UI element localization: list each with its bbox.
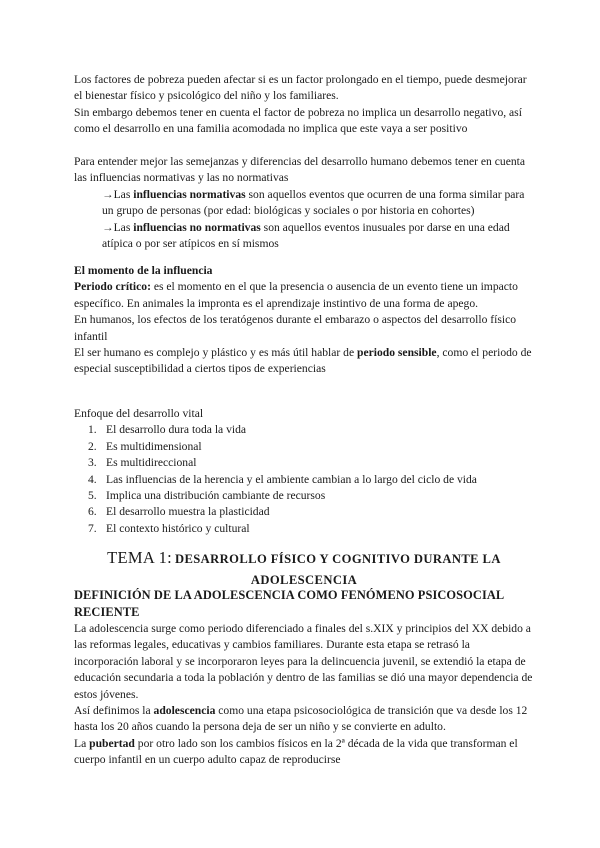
list-number: 6. [88,505,97,519]
chapter-title-line-2: ADOLESCENCIA [250,573,358,587]
list-number: 1. [88,423,97,437]
arrow-prefix: →Las [102,220,134,234]
normative-term: influencias normativas [133,187,246,201]
chapter-title-text: DESARROLLO FÍSICO Y COGNITIVO DURANTE LA [174,552,501,566]
list-item [74,439,534,455]
definition-paragraph-3 [74,736,534,769]
sensitive-period-paragraph [74,345,534,378]
list-text: Las influencias de la herencia y el ambiente cambian a lo largo del ciclo de vida [106,472,477,486]
list-item [74,422,534,438]
definition-section [74,621,534,769]
non-normative-term: influencias no normativas [133,220,261,234]
list-item [74,488,534,504]
influences-section [74,154,534,252]
intro-paragraph-1: Los factores de pobreza pueden afectar si es un factor prolongado en el tiempo, puede desmejorar el bienestar físico y psicológico del niño y los familiares. [74,73,527,103]
normative-influences [74,187,534,220]
moment-heading: El momento de la influencia [74,264,213,277]
non-normative-text: son aquellos eventos inusuales por darse en una edad atípica o por ser atípicos en sí mismos [102,220,510,251]
arrow-prefix: →Las [102,187,134,201]
puberty-post: por otro lado son los cambios físicos en la 2ª década de la vida que transforman el cuerpo infantil en un cuerpo adulto capaz de reproducirse [74,736,518,767]
critical-period-paragraph [74,279,534,312]
list-text: El desarrollo dura toda la vida [106,423,247,437]
list-number: 4. [88,472,97,486]
non-normative-influences [74,220,534,253]
chapter-title [74,547,534,591]
list-number: 5. [88,489,97,503]
lifespan-heading: Enfoque del desarrollo vital [74,407,204,420]
sensitive-pre: El ser humano es complejo y plástico y es más útil hablar de [74,346,358,360]
definition-heading: DEFINICIÓN DE LA ADOLESCENCIA COMO FENÓMENO PSICOSOCIAL RECIENTE [74,588,504,619]
lifespan-section [74,406,534,537]
list-text: Es multidireccional [106,456,197,470]
definition-paragraph-1: La adolescencia surge como periodo diferenciado a finales del s.XIX y principios del XX debido a las reformas legales, educativas y cambios familiares. Durante esta etapa se retrasó la incorporación laboral y se incorporaron leyes para la delincuencia juvenil, se extendió la etapa de educación secundaria a toda la población y dentro de las familias se dió una mayor dependencia de estos jóvenes. [74,622,533,701]
sensitive-post: , como el periodo de especial susceptibilidad a ciertos tipos de experiencias [74,346,532,376]
intro-paragraph-2: Sin embargo debemos tener en cuenta el factor de pobreza no implica un desarrollo negativo, así como el desarrollo en una familia acomodada no implica que este vaya a ser positivo [74,105,522,136]
list-item [74,472,534,488]
list-item [74,455,534,471]
list-text: Es multidimensional [106,439,202,453]
chapter-label: TEMA 1: [107,548,173,567]
influences-intro: Para entender mejor las semejanzas y diferencias del desarrollo humano debemos tener en cuenta las influencias normativas y las no normativas [74,155,526,185]
adolescence-post: como una etapa psicosociológica de transición que va desde los 12 hasta los 20 años cuando la persona deja de ser un niño y se convierte en adulto. [74,704,528,734]
intro-section [74,72,534,138]
normative-text: son aquellos eventos que ocurren de una forma similar para un grupo de personas (por edad: biológicas y sociales o por historia en cohortes) [102,187,525,218]
adolescence-pre: Así definimos la [74,704,154,718]
list-text: El contexto histórico y cultural [106,521,250,535]
list-item [74,521,534,537]
list-number: 2. [88,439,97,453]
adolescence-term: adolescencia [153,704,216,718]
moment-section [74,263,534,378]
list-text: Implica una distribución cambiante de recursos [106,489,326,503]
puberty-pre: La [74,736,90,750]
list-number: 7. [88,521,97,535]
list-item [74,504,534,520]
lifespan-list [74,422,534,537]
puberty-term: pubertad [89,736,135,750]
sensitive-period-term: periodo sensible [357,346,437,360]
list-number: 3. [88,456,97,470]
definition-paragraph-2 [74,703,534,736]
critical-period-term: Periodo crítico: [74,280,151,294]
critical-period-text: es el momento en el que la presencia o ausencia de un evento tiene un impacto específico. En animales la impronta es el aprendizaje instintivo de una forma de apego. [74,280,518,310]
list-text: El desarrollo muestra la plasticidad [106,505,270,519]
chapter-title-line-1 [74,547,534,570]
humans-paragraph: En humanos, los efectos de los teratógenos durante el embarazo o aspectos del desarrollo físico infantil [74,313,517,343]
